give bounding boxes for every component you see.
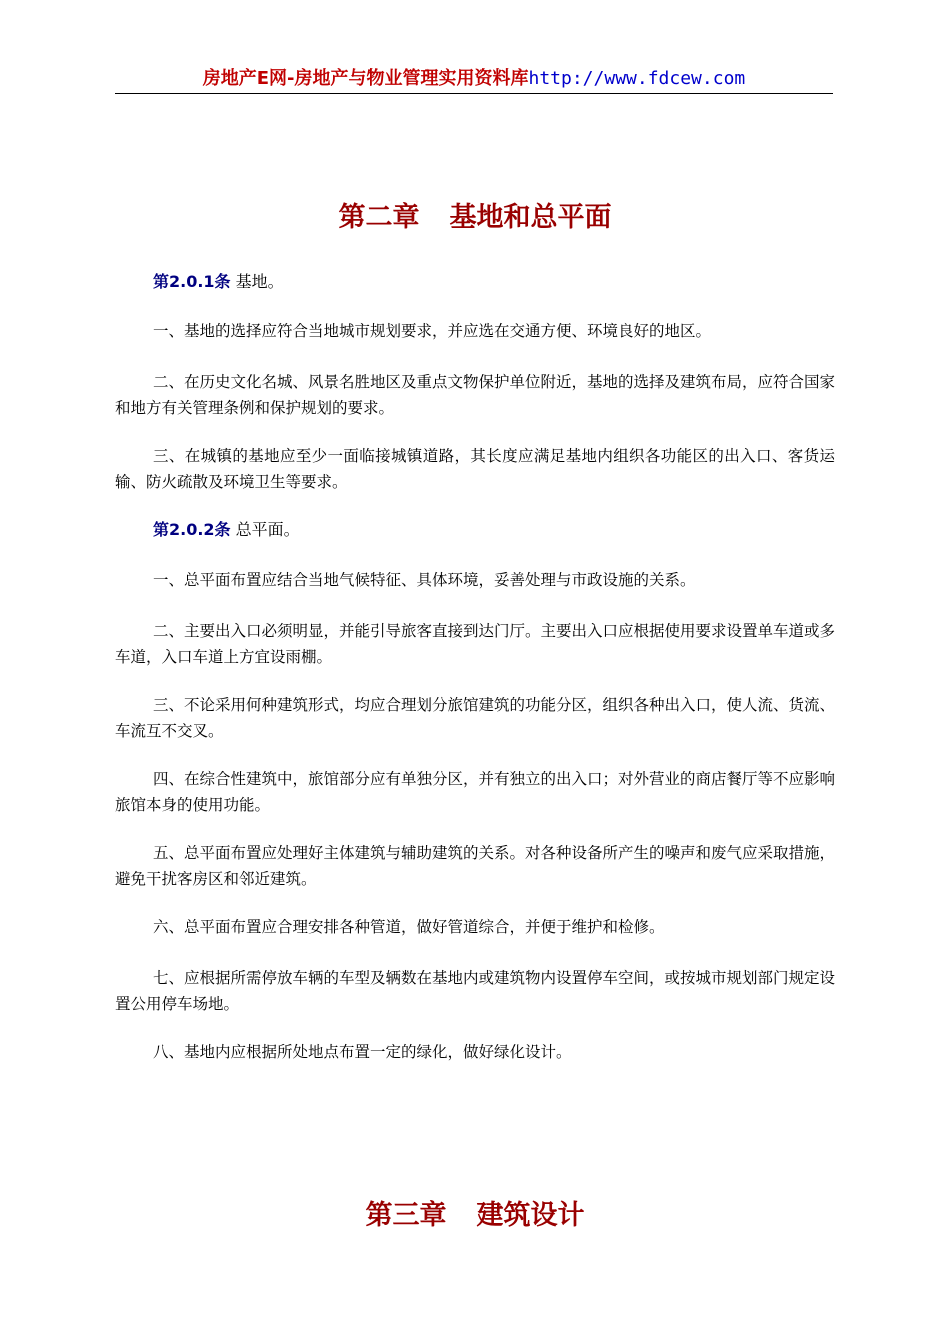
- chapter-3-heading: [0, 1198, 950, 1234]
- paragraph: 一、总平面布置应结合当地气候特征、具体环境，妥善处理与市政设施的关系。: [153, 571, 696, 589]
- site-name: 房地产E网-房地产与物业管理实用资料库: [202, 68, 529, 89]
- clause-title: 基地。: [235, 272, 284, 291]
- chapter-title: 建筑设计: [476, 1200, 585, 1231]
- clause-title: 总平面。: [235, 520, 300, 539]
- paragraph: 七、应根据所需停放车辆的车型及辆数在基地内或建筑物内设置停车空间，或按城市规划部门规定设置公用停车场地。: [115, 969, 836, 1013]
- paragraph: 二、在历史文化名城、风景名胜地区及重点文物保护单位附近，基地的选择及建筑布局，应符合国家和地方有关管理条例和保护规划的要求。: [115, 373, 836, 417]
- header-divider: [115, 93, 833, 94]
- paragraph: 三、在城镇的基地应至少一面临接城镇道路，其长度应满足基地内组织各功能区的出入口、客货运输、防火疏散及环境卫生等要求。: [115, 447, 835, 491]
- clause-2-0-1-heading: [153, 269, 284, 295]
- paragraph: 六、总平面布置应合理安排各种管道，做好管道综合，并便于维护和检修。: [153, 918, 665, 936]
- site-url-link[interactable]: http://www.fdcew.com: [528, 68, 746, 89]
- paragraph: 八、基地内应根据所处地点布置一定的绿化，做好绿化设计。: [153, 1043, 572, 1061]
- paragraph: 三、不论采用何种建筑形式，均应合理划分旅馆建筑的功能分区，组织各种出入口，使人流、货流、车流互不交叉。: [115, 696, 836, 740]
- paragraph: 四、在综合性建筑中，旅馆部分应有单独分区，并有独立的出入口；对外营业的商店餐厅等不应影响旅馆本身的使用功能。: [115, 770, 836, 814]
- chapter-2-heading: [0, 200, 950, 236]
- chapter-title: 基地和总平面: [449, 202, 612, 233]
- paragraph: 五、总平面布置应处理好主体建筑与辅助建筑的关系。对各种设备所产生的噪声和废气应采取措施，避免干扰客房区和邻近建筑。: [115, 844, 836, 888]
- page-header: [115, 66, 833, 92]
- chapter-number: 第二章: [338, 202, 420, 233]
- chapter-number: 第三章: [365, 1200, 447, 1231]
- paragraph: 二、主要出入口必须明显，并能引导旅客直接到达门厅。主要出入口应根据使用要求设置单车道或多车道，入口车道上方宜设雨棚。: [115, 622, 836, 666]
- clause-number: 第2.0.1条: [153, 272, 231, 291]
- clause-number: 第2.0.2条: [153, 520, 231, 539]
- paragraph: 一、基地的选择应符合当地城市规划要求，并应选在交通方便、环境良好的地区。: [153, 322, 712, 340]
- clause-2-0-2-heading: [153, 517, 300, 543]
